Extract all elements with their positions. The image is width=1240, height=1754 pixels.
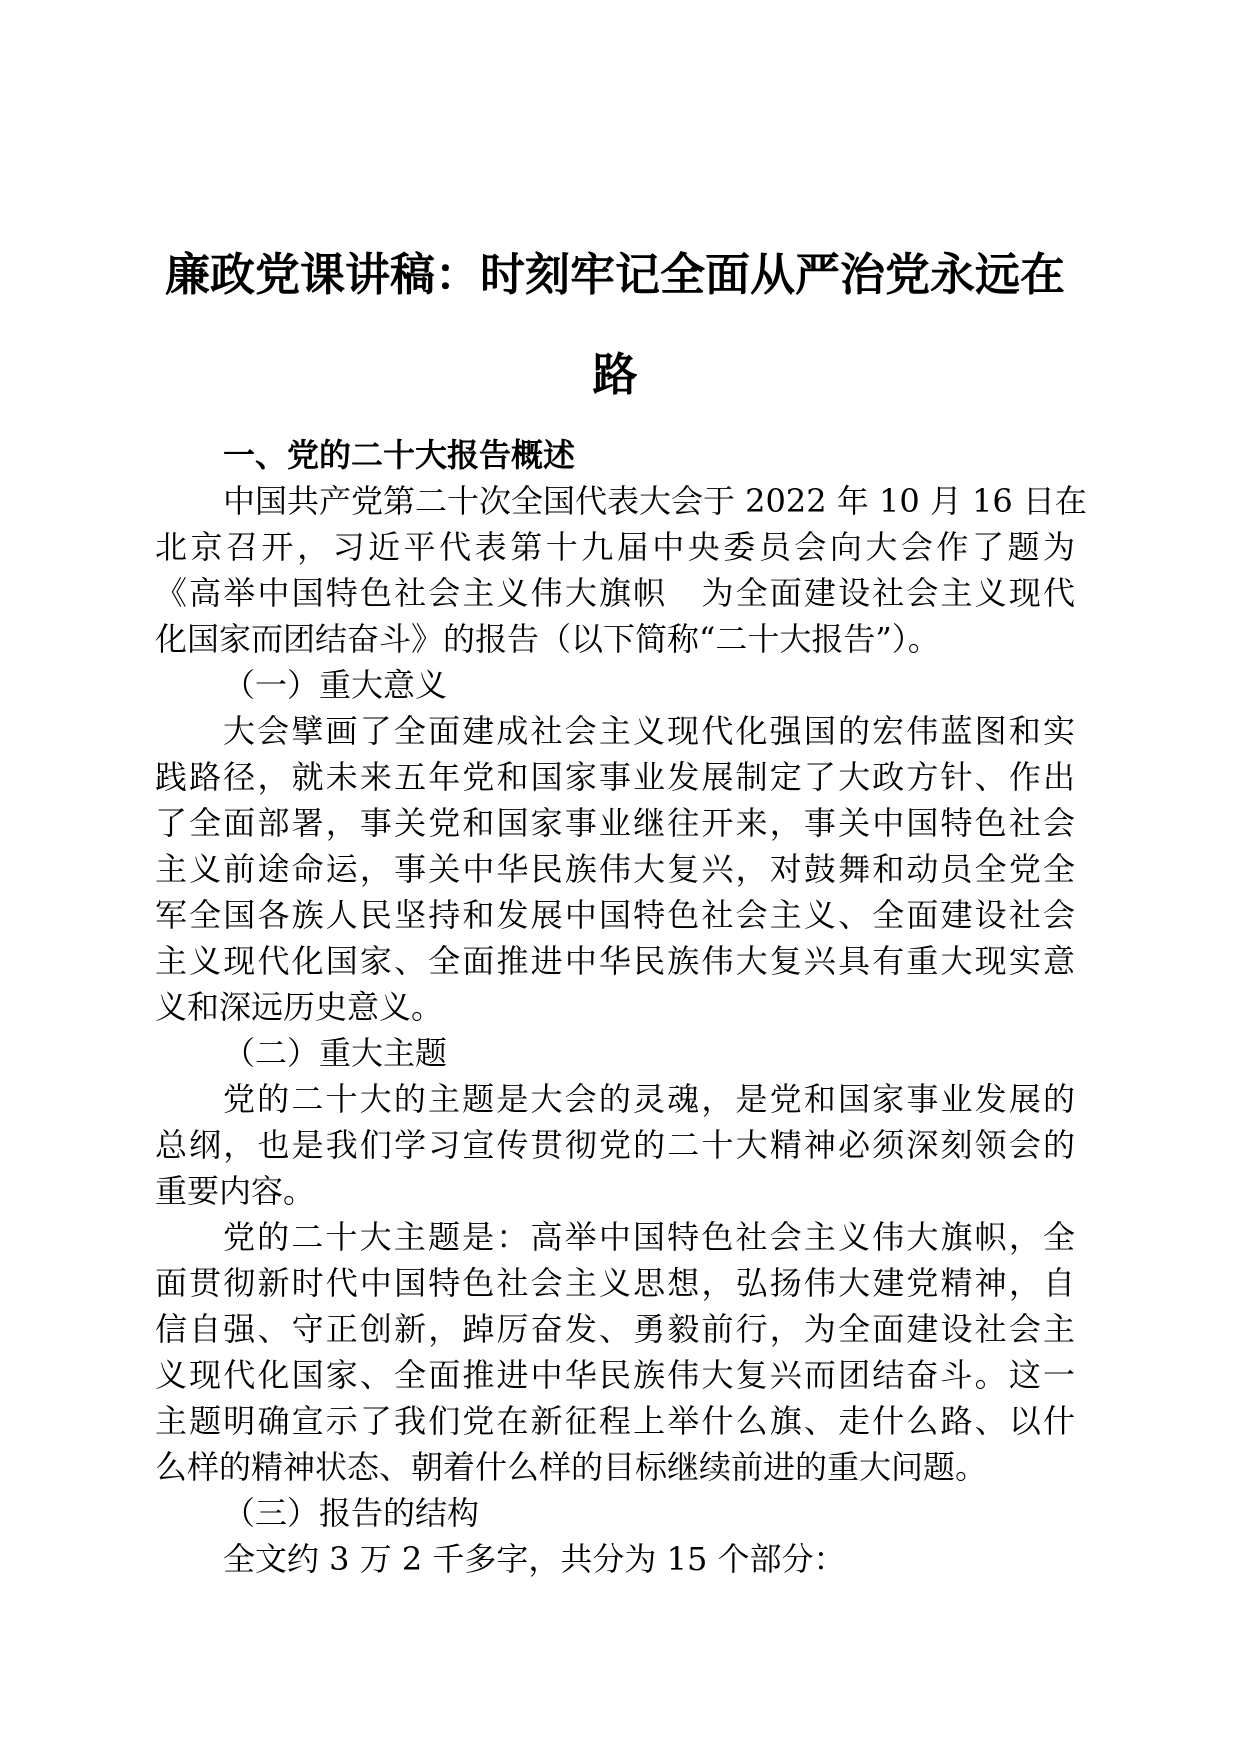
paragraph-line: 主义现代化国家、全面推进中华民族伟大复兴具有重大现实意 — [155, 942, 1075, 980]
title-line: 路 — [592, 348, 638, 401]
paragraph-line: 面贯彻新时代中国特色社会主义思想，弘扬伟大建党精神，自 — [155, 1264, 1075, 1302]
paragraph-line: 党的二十大的主题是大会的灵魂，是党和国家事业发展的 — [223, 1080, 1075, 1118]
paragraph-line: 化国家而团结奋斗》的报告（以下简称“二十大报告”）。 — [155, 620, 940, 658]
paragraph-line: 重要内容。 — [155, 1172, 316, 1210]
document-body — [155, 432, 1087, 1582]
paragraph-line: 了全面部署，事关党和国家事业继往开来，事关中国特色社会 — [155, 804, 1075, 842]
paragraph-line: 义和深远历史意义。 — [155, 988, 444, 1026]
paragraph-line: 主义前途命运，事关中华民族伟大复兴，对鼓舞和动员全党全 — [155, 850, 1075, 888]
paragraph-line: 义现代化国家、全面推进中华民族伟大复兴而团结奋斗。这一 — [155, 1356, 1075, 1394]
paragraph-line: 主题明确宣示了我们党在新征程上举什么旗、走什么路、以什 — [155, 1402, 1075, 1440]
subsection-heading: （二）重大主题 — [223, 1034, 448, 1072]
paragraph-line: 军全国各族人民坚持和发展中国特色社会主义、全面建设社会 — [155, 896, 1075, 934]
paragraph-line: 全文约 3 万 2 千多字，共分为 15 个部分： — [223, 1540, 846, 1578]
paragraph-line: 大会擘画了全面建成社会主义现代化强国的宏伟蓝图和实 — [223, 712, 1075, 750]
document-title — [150, 225, 1080, 425]
paragraph-line: 北京召开，习近平代表第十九届中央委员会向大会作了题为 — [155, 528, 1075, 566]
title-line: 廉政党课讲稿：时刻牢记全面从严治党永远在 — [164, 248, 1065, 301]
paragraph-line: 么样的精神状态、朝着什么样的目标继续前进的重大问题。 — [155, 1448, 988, 1486]
section-heading: 一、党的二十大报告概述 — [223, 436, 576, 474]
subsection-heading: （三）报告的结构 — [223, 1494, 480, 1532]
paragraph-line: 党的二十大主题是：高举中国特色社会主义伟大旗帜，全 — [223, 1218, 1075, 1256]
paragraph-line: 《高举中国特色社会主义伟大旗帜 为全面建设社会主义现代 — [155, 574, 1075, 612]
paragraph-line: 总纲，也是我们学习宣传贯彻党的二十大精神必须深刻领会的 — [155, 1126, 1075, 1164]
paragraph-line: 信自强、守正创新，踔厉奋发、勇毅前行，为全面建设社会主 — [155, 1310, 1075, 1348]
paragraph-line: 中国共产党第二十次全国代表大会于 2022 年 10 月 16 日在 — [223, 482, 1087, 520]
subsection-heading: （一）重大意义 — [223, 666, 448, 704]
paragraph-line: 践路径，就未来五年党和国家事业发展制定了大政方针、作出 — [155, 758, 1075, 796]
